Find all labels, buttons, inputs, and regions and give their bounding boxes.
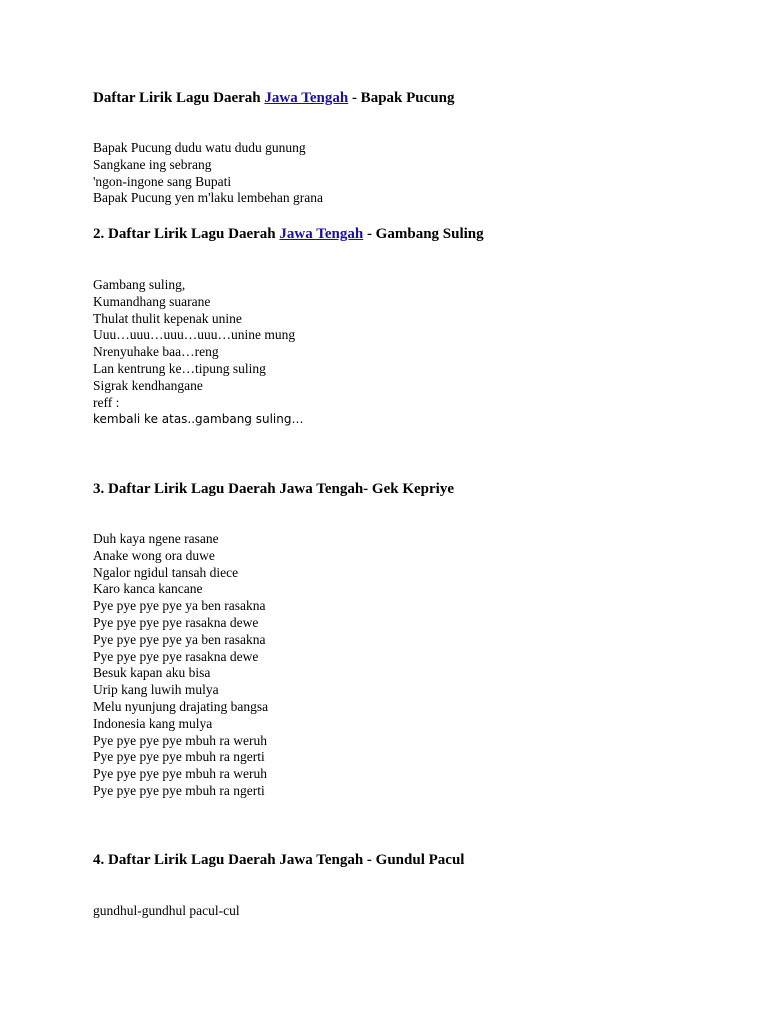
- section-2-heading-suffix: - Gambang Suling: [363, 226, 484, 242]
- lyric-line: Bapak Pucung yen m'laku lembehan grana: [93, 190, 323, 206]
- lyric-line: Pye pye pye pye mbuh ra weruh: [93, 732, 267, 748]
- lyric-line: Lan kentrung ke…tipung suling: [93, 360, 266, 376]
- section-1-heading-suffix: - Bapak Pucung: [348, 90, 455, 106]
- lyric-line: Pye pye pye pye ya ben rasakna: [93, 598, 266, 614]
- lyric-line: Pye pye pye pye mbuh ra weruh: [93, 766, 267, 782]
- lyric-line: Karo kanca kancane: [93, 581, 203, 597]
- lyric-line: Ngalor ngidul tansah diece: [93, 564, 239, 580]
- lyric-line: Pye pye pye pye rasakna dewe: [93, 648, 259, 664]
- section-3-heading: 3. Daftar Lirik Lagu Daerah Jawa Tengah- Gek Kepriye: [93, 481, 454, 497]
- lyric-line: kembali ke atas..gambang suling…: [93, 412, 304, 427]
- lyric-line: Anake wong ora duwe: [93, 547, 215, 563]
- lyric-line: Pye pye pye pye rasakna dewe: [93, 614, 259, 630]
- lyric-line: Duh kaya ngene rasane: [93, 531, 219, 546]
- section-2-heading: [93, 225, 484, 243]
- lyric-line: reff :: [93, 394, 120, 410]
- lyric-line: Sangkane ing sebrang: [93, 156, 212, 172]
- lyric-line: Uuu…uuu…uuu…uuu…unine mung: [93, 327, 296, 343]
- section-4-lyrics: [93, 903, 240, 920]
- section-4-heading: 4. Daftar Lirik Lagu Daerah Jawa Tengah - Gundul Pacul: [93, 852, 465, 868]
- jawa-tengah-link-2[interactable]: Jawa Tengah: [279, 226, 364, 242]
- section-1-lyrics: [93, 140, 323, 207]
- lyric-line: Bapak Pucung dudu watu dudu gunung: [93, 140, 306, 155]
- lyric-line: 'ngon-ingone sang Bupati: [93, 173, 232, 189]
- lyric-line: Nrenyuhake baa…reng: [93, 344, 219, 360]
- lyric-line: Urip kang luwih mulya: [93, 682, 219, 698]
- section-1-heading: [93, 89, 454, 107]
- lyric-line: Melu nyunjung drajating bangsa: [93, 698, 269, 714]
- lyric-line: Pye pye pye pye mbuh ra ngerti: [93, 749, 265, 765]
- lyric-line: Besuk kapan aku bisa: [93, 665, 211, 681]
- lyric-line: Kumandhang suarane: [93, 293, 211, 309]
- lyric-line: Sigrak kendhangane: [93, 377, 203, 393]
- section-1-heading-prefix: Daftar Lirik Lagu Daerah: [93, 90, 265, 106]
- jawa-tengah-link-1[interactable]: Jawa Tengah: [264, 90, 349, 106]
- section-2-lyrics: [93, 277, 303, 428]
- section-2-heading-prefix: 2. Daftar Lirik Lagu Daerah: [93, 226, 280, 242]
- lyric-line: Indonesia kang mulya: [93, 715, 213, 731]
- section-3-lyrics: [93, 531, 268, 800]
- lyric-line: Pye pye pye pye mbuh ra ngerti: [93, 782, 265, 798]
- lyric-line: gundhul-gundhul pacul-cul: [93, 903, 240, 918]
- lyric-line: Gambang suling,: [93, 277, 186, 292]
- lyric-line: Thulat thulit kepenak unine: [93, 310, 242, 326]
- lyric-line: Pye pye pye pye ya ben rasakna: [93, 631, 266, 647]
